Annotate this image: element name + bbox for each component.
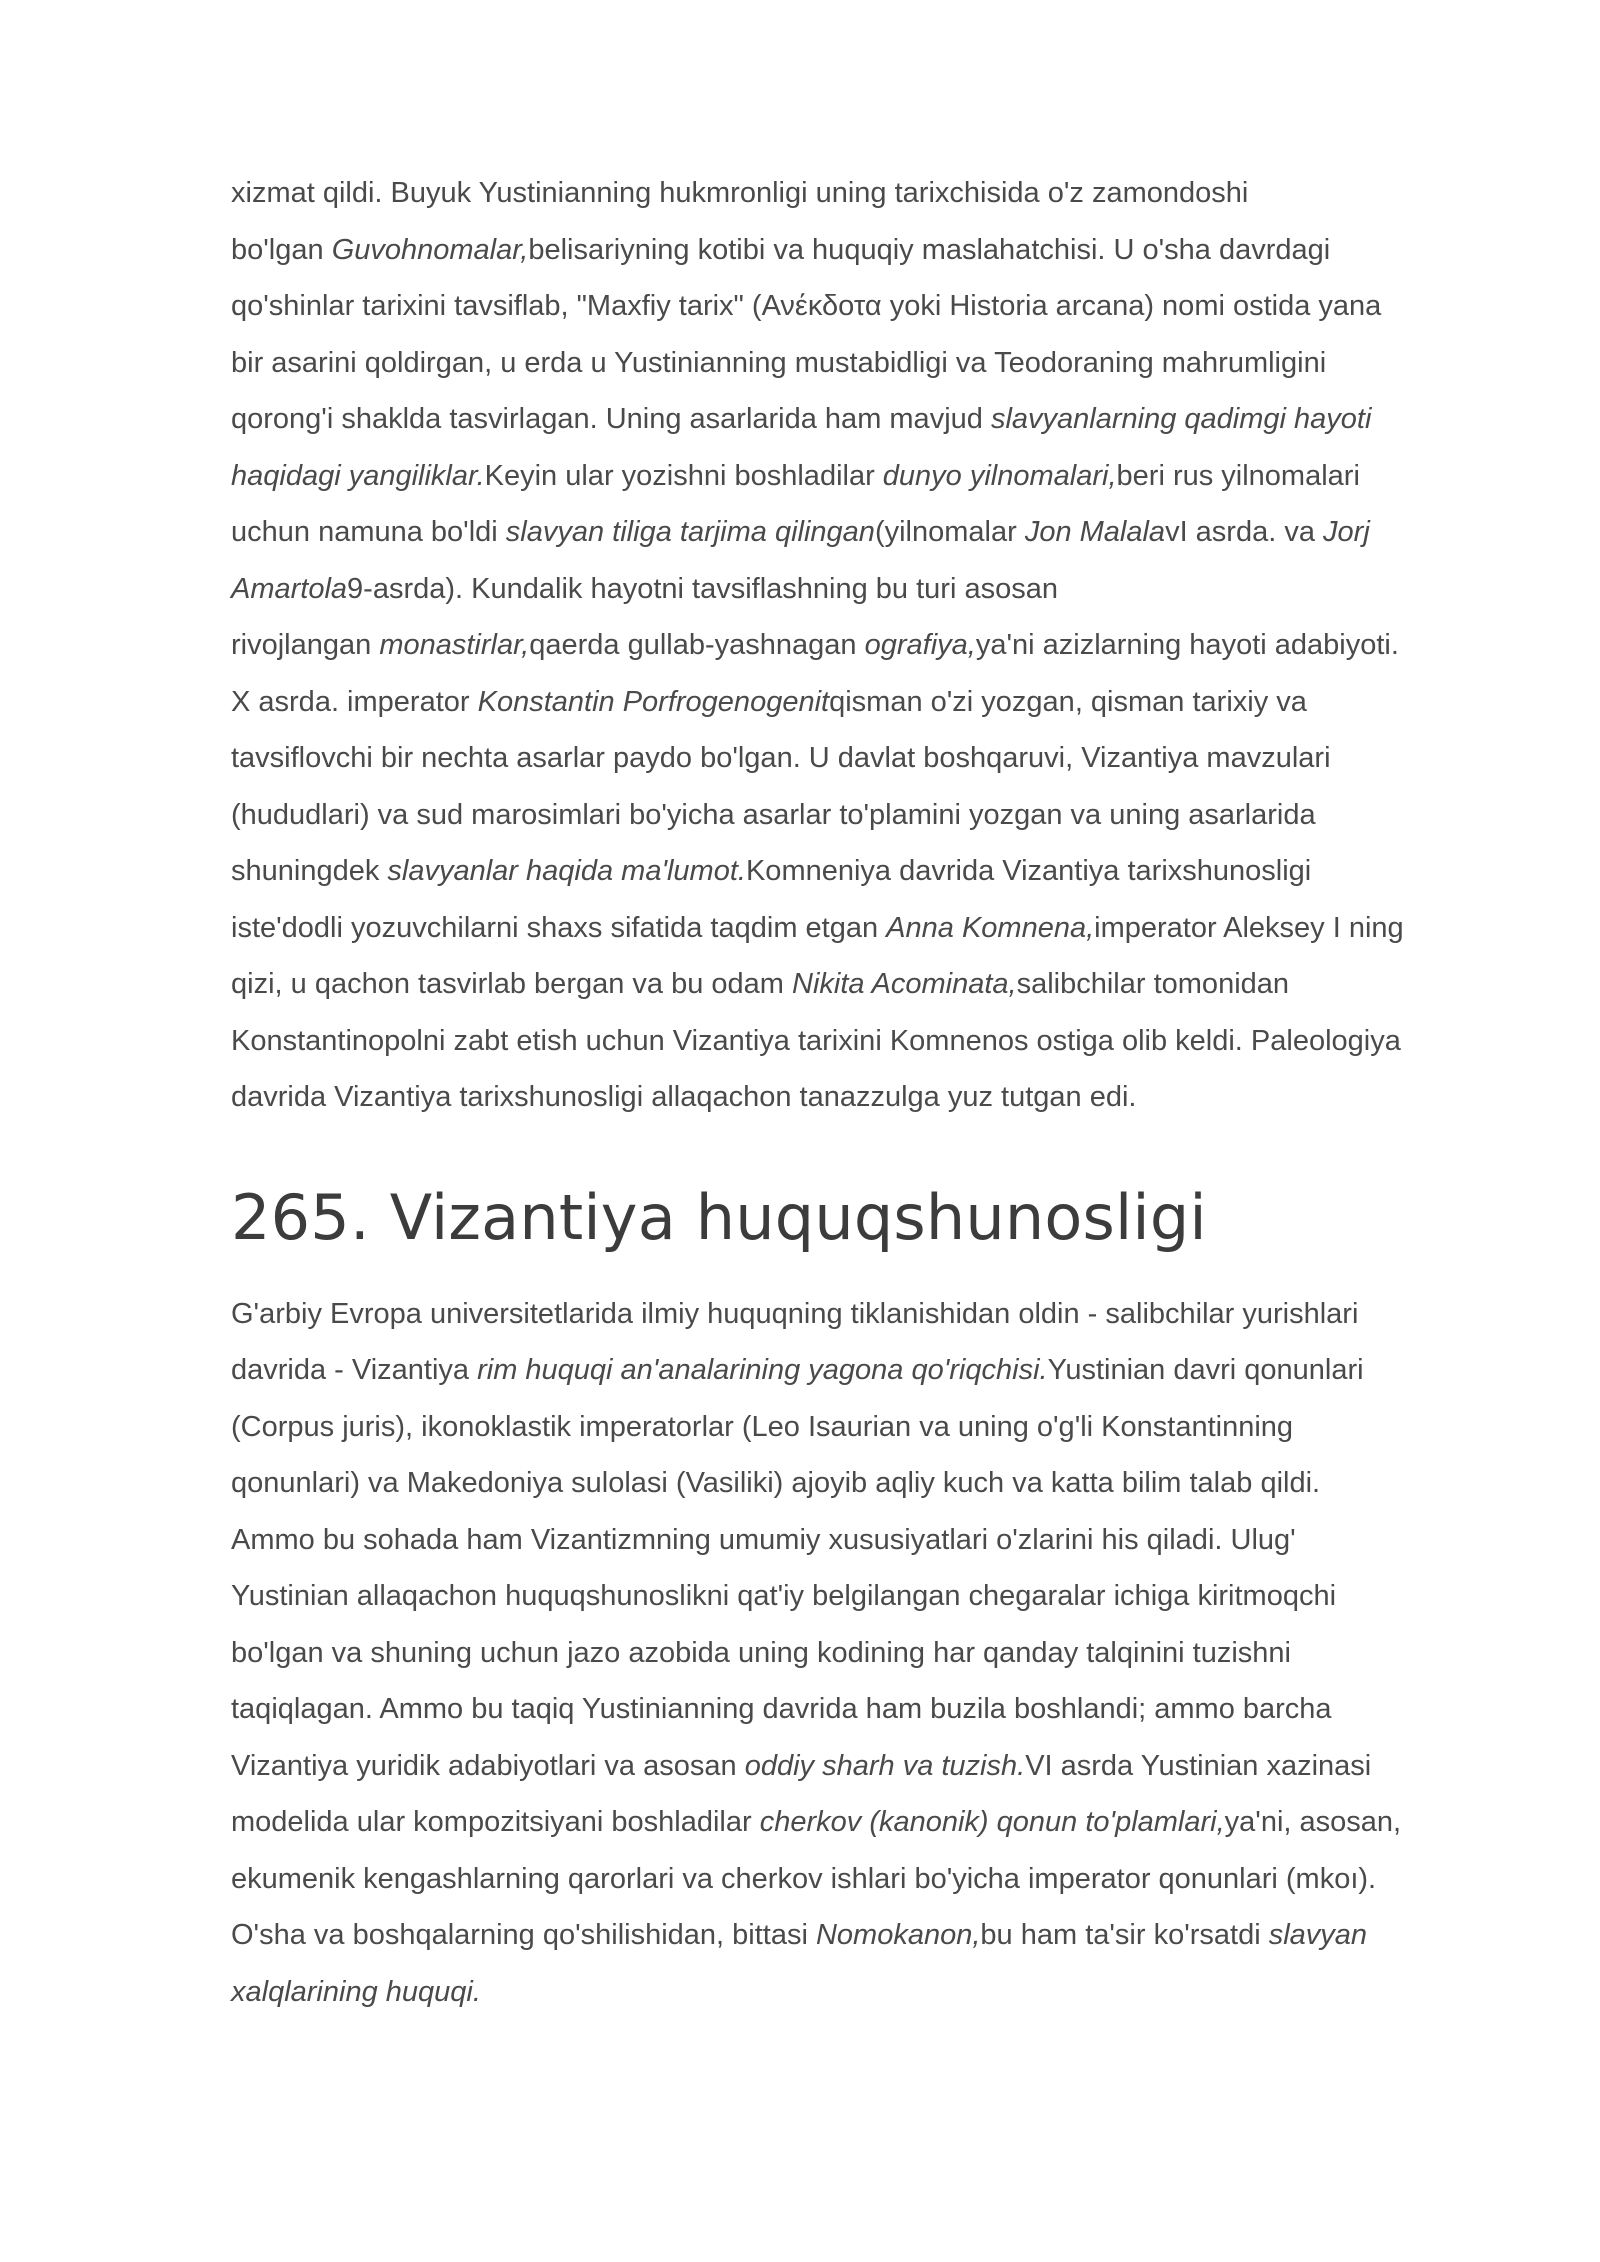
text-run: belisariyning kotibi va huquqiy maslahatchisi. U o'sha davrdagi <box>528 233 1331 266</box>
italic-text-run: Jorj <box>1323 516 1370 548</box>
text-line <box>231 278 1501 335</box>
text-line <box>231 1342 1501 1399</box>
text-line <box>231 617 1501 674</box>
text-line <box>231 787 1501 844</box>
text-line <box>231 1625 1501 1682</box>
text-run: ekumenik kengashlarning qarorlari va cherkov ishlari bo'yicha imperator qonunlari (mkoı). <box>231 1862 1377 1895</box>
text-line <box>231 1399 1501 1456</box>
italic-text-run: Guvohnomalar, <box>331 233 529 266</box>
text-line <box>231 1907 1501 1964</box>
text-line <box>231 1286 1501 1343</box>
italic-text-run: ografiya, <box>864 629 976 661</box>
italic-text-run: rim huquqi an'analarining yagona qo'riqchisi. <box>477 1354 1048 1386</box>
text-run: rivojlangan <box>231 629 380 661</box>
italic-text-run: oddiy sharh va tuzish. <box>744 1749 1026 1782</box>
text-run: qisman o'zi yozgan, qisman tarixiy va <box>829 685 1307 718</box>
italic-text-run: Konstantin Porfrogenogenit <box>477 685 830 718</box>
text-run: modelida ular kompozitsiyani boshladilar <box>231 1806 760 1838</box>
text-run: Yustinian davri qonunlari <box>1047 1354 1364 1386</box>
text-line <box>231 1681 1501 1738</box>
text-run: Vizantiya yuridik adabiyotlari va asosan <box>231 1749 745 1782</box>
text-line <box>231 956 1501 1013</box>
text-run: davrida Vizantiya tarixshunosligi allaqachon tanazzulga yuz tutgan edi. <box>231 1081 1137 1113</box>
text-line <box>231 222 1501 279</box>
text-run: VI asrda Yustinian xazinasi <box>1025 1749 1372 1782</box>
text-run: imperator Aleksey I ning <box>1094 911 1404 944</box>
text-line <box>231 900 1501 957</box>
text-run: bo'lgan <box>231 233 332 266</box>
text-run: tavsiflovchi bir nechta asarlar paydo bo'lgan. U davlat boshqaruvi, Vizantiya mavzulari <box>231 742 1331 774</box>
text-line <box>231 335 1501 392</box>
text-run: taqiqlagan. Ammo bu taqiq Yustinianning davrida ham buzila boshlandi; ammo barcha <box>231 1693 1332 1725</box>
text-line <box>231 1013 1501 1070</box>
text-run: 9-asrda). Kundalik hayotni tavsiflashning bu turi asosan <box>347 572 1058 605</box>
text-run: bu ham ta'sir ko'rsatdi <box>980 1919 1269 1951</box>
italic-text-run: cherkov (kanonik) qonun to'plamlari, <box>759 1806 1225 1838</box>
italic-text-run: Nomokanon, <box>815 1919 981 1951</box>
text-run: ya'ni azizlarning hayoti adabiyoti. <box>975 629 1399 661</box>
text-line <box>231 448 1501 505</box>
italic-text-run: slavyan <box>1268 1919 1368 1951</box>
text-line <box>231 504 1501 561</box>
text-line <box>231 165 1501 222</box>
text-run: bo'lgan va shuning uchun jazo azobida uning kodining har qanday talqinini tuzishni <box>231 1636 1291 1669</box>
paragraph-jurisprudence <box>231 1286 1501 2021</box>
text-line <box>231 843 1501 900</box>
text-run: qo'shinlar tarixini tavsiflab, "Maxfiy tarix" (Ανέκδοτα yoki Historia arcana) nomi ostida yana <box>231 290 1382 322</box>
section-heading: 265. Vizantiya huquqshunosligi <box>231 1180 1207 1254</box>
italic-text-run: Anna Komnena, <box>886 911 1095 944</box>
text-line <box>231 1568 1501 1625</box>
text-line <box>231 391 1501 448</box>
text-line <box>231 561 1501 618</box>
text-run: bir asarini qoldirgan, u erda u Yustinianning mustabidligi va Teodoraning mahrumligini <box>231 346 1327 379</box>
text-run: (Corpus juris), ikonoklastik imperatorlar (Leo Isaurian va uning o'g'li Konstantinning <box>231 1410 1294 1443</box>
text-run: qorong'i shaklda tasvirlagan. Uning asarlarida ham mavjud <box>231 403 991 435</box>
italic-text-run: monastirlar, <box>379 629 530 661</box>
paragraph-historiography <box>231 165 1501 1126</box>
text-run: beri rus yilnomalari <box>1116 459 1360 492</box>
text-run: Yustinian allaqachon huquqshunoslikni qat'iy belgilangan chegaralar ichiga kiritmoqchi <box>231 1580 1337 1612</box>
text-line <box>231 1069 1501 1126</box>
text-run: qizi, u qachon tasvirlab bergan va bu odam <box>231 968 793 1000</box>
text-run: G'arbiy Evropa universitetlarida ilmiy huquqning tiklanishidan oldin - salibchilar yurishlari <box>231 1297 1359 1330</box>
text-run: qonunlari) va Makedoniya sulolasi (Vasiliki) ajoyib aqliy kuch va katta bilim talab qildi. <box>231 1467 1321 1499</box>
text-run: Komneniya davrida Vizantiya tarixshunosligi <box>745 855 1312 887</box>
text-run: iste'dodli yozuvchilarni shaxs sifatida taqdim etgan <box>231 911 887 944</box>
italic-text-run: Amartola <box>231 572 348 605</box>
text-run: vI asrda. va <box>1165 516 1324 548</box>
text-run: (hududlari) va sud marosimlari bo'yicha asarlar to'plamini yozgan va uning asarlarida <box>231 798 1316 831</box>
text-run: shuningdek <box>231 855 388 887</box>
text-line <box>231 730 1501 787</box>
italic-text-run: slavyan tiliga tarjima qilingan <box>505 516 875 548</box>
text-line <box>231 1455 1501 1512</box>
italic-text-run: haqidagi yangiliklar. <box>231 459 485 492</box>
text-line <box>231 1738 1501 1795</box>
text-line <box>231 1964 1501 2021</box>
text-line <box>231 1851 1501 1908</box>
italic-text-run: dunyo yilnomalari, <box>882 459 1117 492</box>
italic-text-run: xalqlarining huquqi. <box>231 1975 481 2008</box>
text-run: qaerda gullab-yashnagan <box>529 629 865 661</box>
text-run: ya'ni, asosan, <box>1224 1806 1402 1838</box>
italic-text-run: Jon Malala <box>1024 516 1166 548</box>
text-run: salibchilar tomonidan <box>1016 968 1290 1000</box>
text-run: X asrda. imperator <box>231 685 478 718</box>
text-run: (yilnomalar <box>874 516 1025 548</box>
italic-text-run: slavyanlarning qadimgi hayoti <box>990 403 1372 435</box>
text-line <box>231 1512 1501 1569</box>
text-run: Ammo bu sohada ham Vizantizmning umumiy xususiyatlari o'zlarini his qiladi. Ulug' <box>231 1523 1296 1556</box>
text-run: O'sha va boshqalarning qo'shilishidan, bittasi <box>231 1919 816 1951</box>
text-run: xizmat qildi. Buyuk Yustinianning hukmronligi uning tarixchisida o'z zamondoshi <box>231 177 1249 209</box>
text-line <box>231 674 1501 731</box>
text-run: uchun namuna bo'ldi <box>231 516 506 548</box>
text-run: Konstantinopolni zabt etish uchun Vizantiya tarixini Komnenos ostiga olib keldi. Paleologiya <box>231 1024 1401 1057</box>
italic-text-run: slavyanlar haqida ma'lumot. <box>387 855 746 887</box>
text-run: Keyin ular yozishni boshladilar <box>484 459 883 492</box>
text-run: davrida - Vizantiya <box>231 1354 478 1386</box>
italic-text-run: Nikita Acominata, <box>792 968 1017 1000</box>
text-line <box>231 1794 1501 1851</box>
page-content <box>231 165 1501 2020</box>
